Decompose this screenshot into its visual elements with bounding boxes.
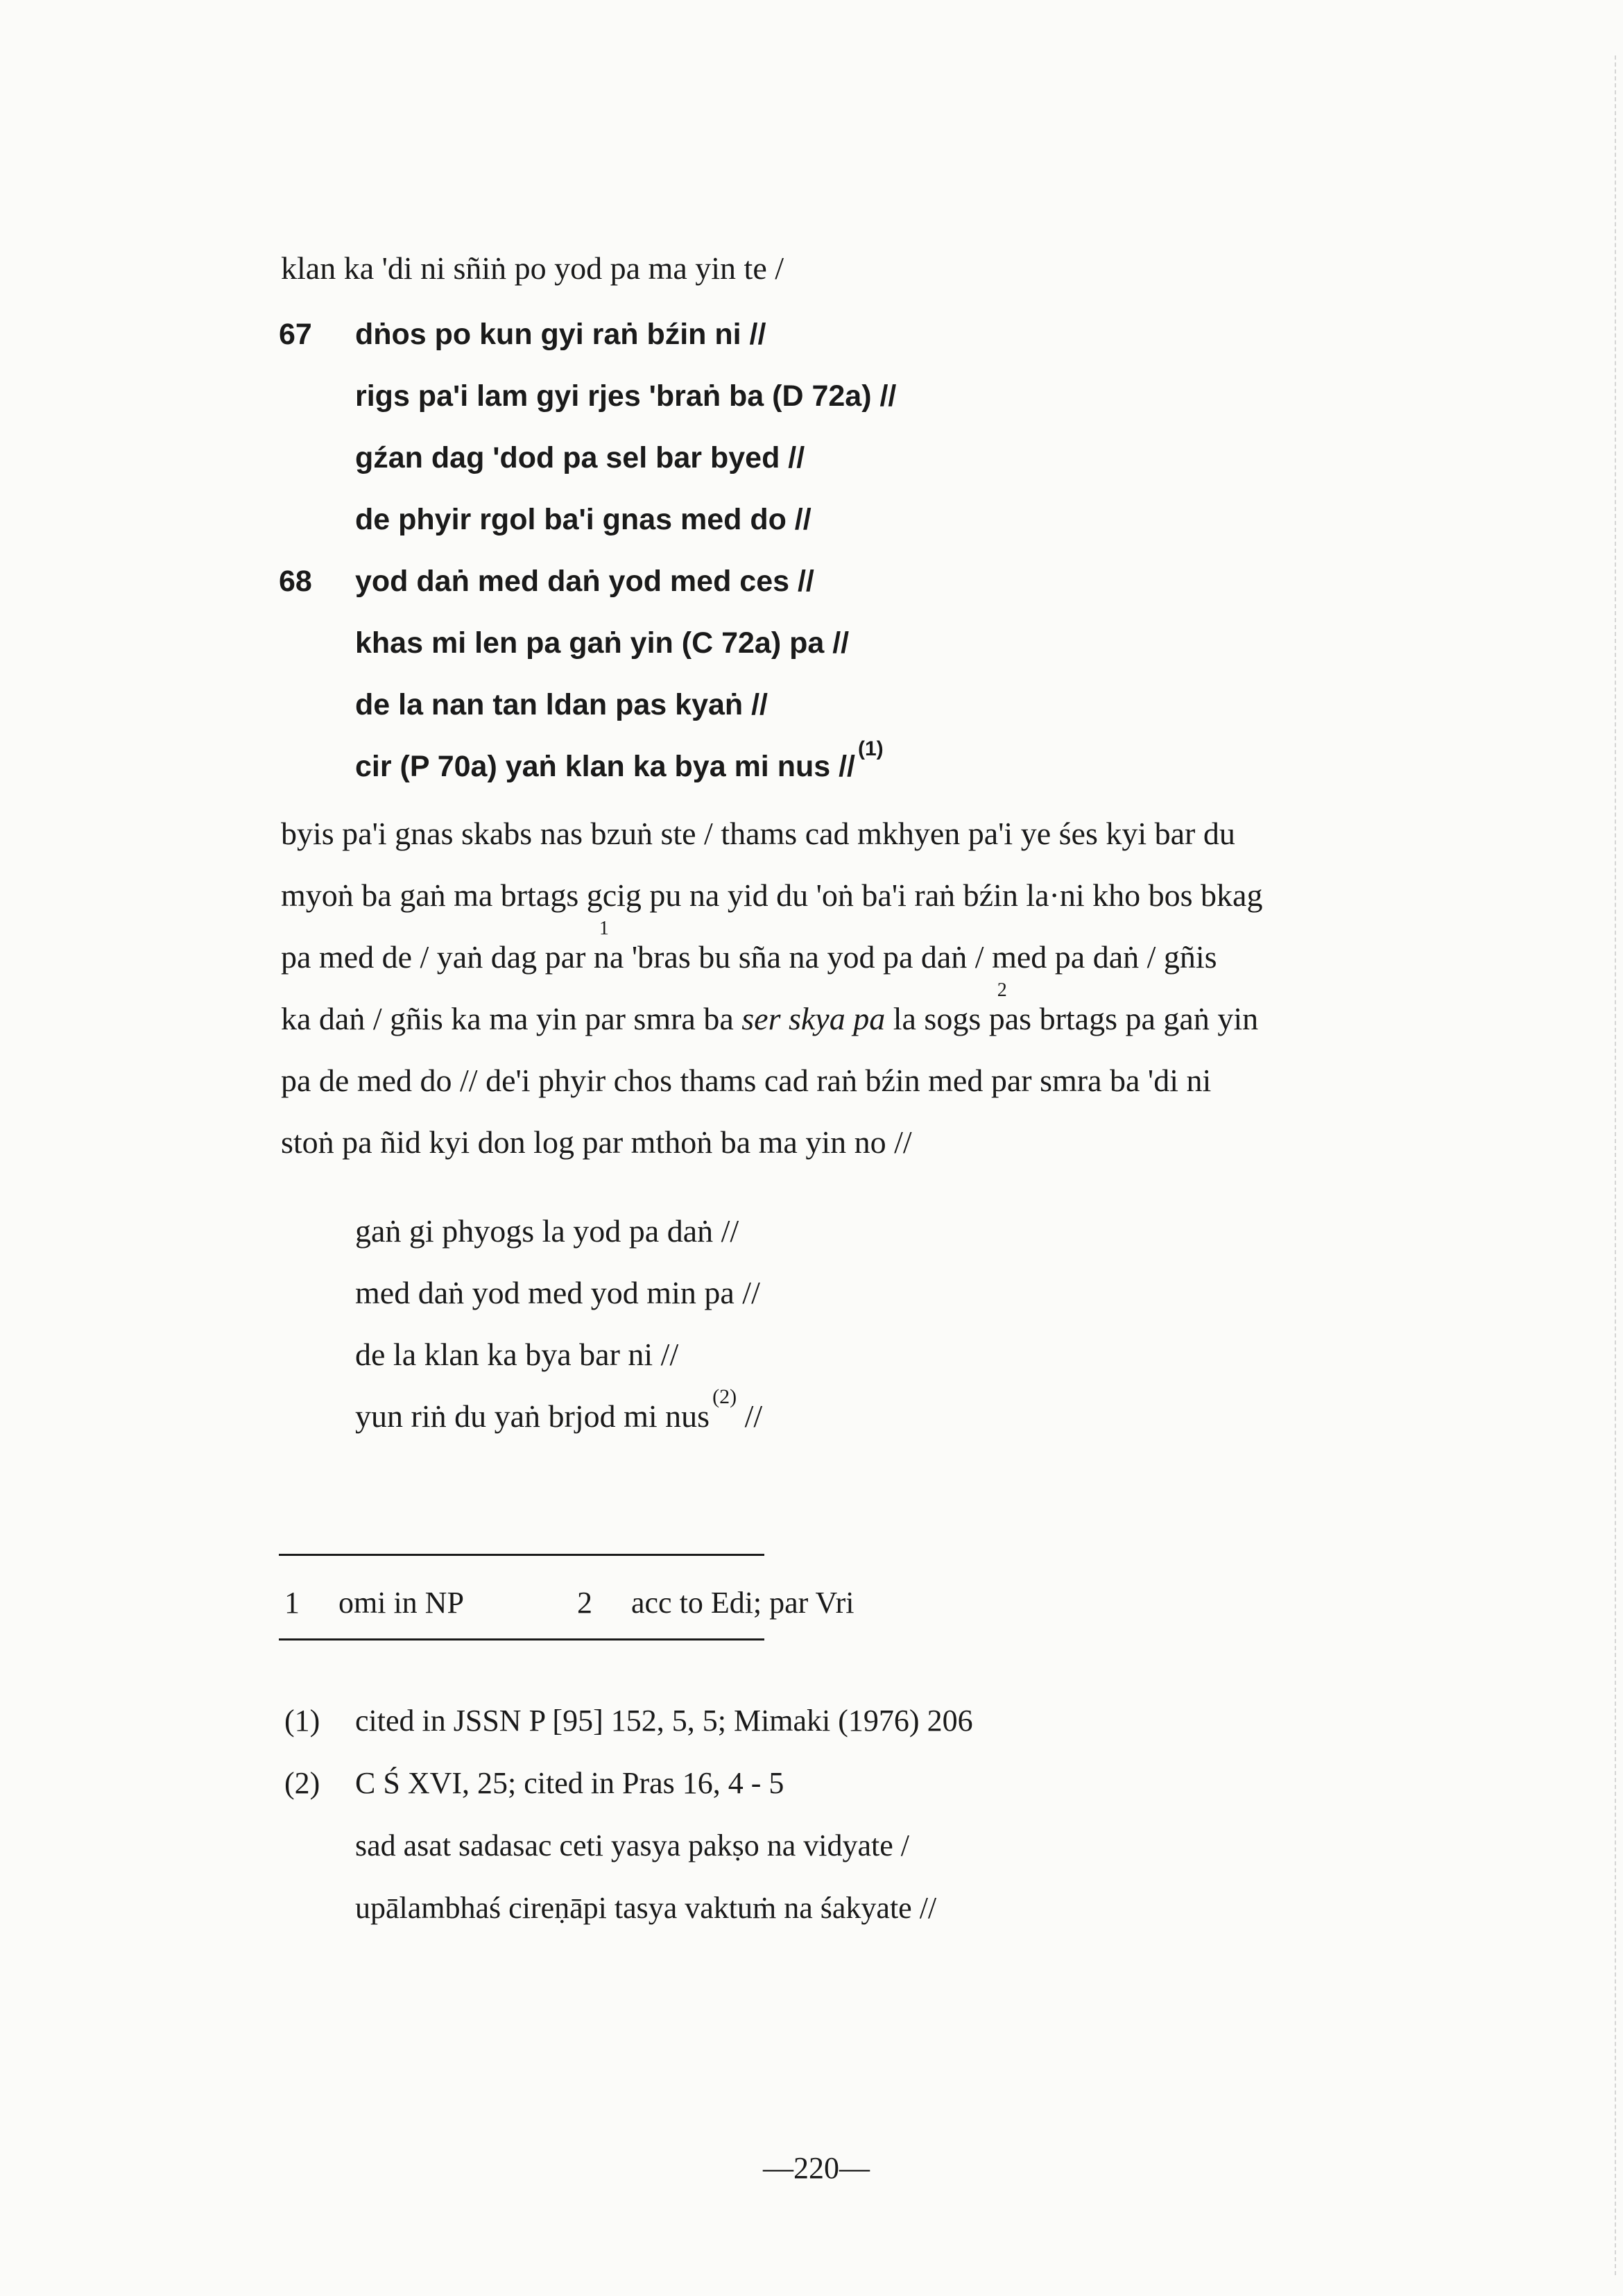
verse-number: 67 <box>279 318 312 351</box>
verse-number: 68 <box>279 565 312 598</box>
verse-line: gźan dag 'dod pa sel bar byed // <box>355 441 805 474</box>
italic-term: ser skya pa <box>741 1001 886 1036</box>
text-span: yun riṅ du yaṅ brjod mi nus <box>355 1398 710 1434</box>
apparatus-note: omi in NP <box>338 1586 464 1620</box>
footnote-reference: (1) <box>858 737 884 760</box>
commentary-line: pa de med do // de'i phyir chos thams cad raṅ bźin med par smra ba 'di ni <box>281 1063 1212 1098</box>
prose-line: klan ka 'di ni sñiṅ po yod pa ma yin te / <box>281 250 784 286</box>
text-span: 'bras bu sña na yod pa daṅ / med pa daṅ / gñis <box>624 939 1217 975</box>
text-span: na <box>593 939 624 975</box>
verse-line-text: cir (P 70a) yaṅ klan ka bya mi nus // <box>355 750 855 783</box>
apparatus-mark: 2 <box>997 979 1007 1001</box>
verse-line: dṅos po kun gyi raṅ bźin ni // <box>355 318 766 351</box>
sanskrit-line: sad asat sadasac ceti yasya pakṣo na vidyate / <box>355 1828 910 1862</box>
scan-edge <box>1615 55 1623 2275</box>
sanskrit-line: upālambhaś cireṇāpi tasya vaktuṁ na śakyate // <box>355 1891 937 1925</box>
verse-line: yod daṅ med daṅ yod med ces // <box>355 565 814 598</box>
footnote-text: cited in JSSN P [95] 152, 5, 5; Mimaki (1976) 206 <box>355 1704 973 1738</box>
apparatus-rule-top <box>279 1554 764 1556</box>
verse-line: de la nan tan ldan pas kyaṅ // <box>355 688 768 721</box>
quote-verse-line: med daṅ yod med yod min pa // <box>355 1275 760 1310</box>
commentary-line <box>281 979 1259 1037</box>
footnote-text: C Ś XVI, 25; cited in Pras 16, 4 - 5 <box>355 1766 784 1800</box>
quote-verse-line: de la klan ka bya bar ni // <box>355 1337 679 1372</box>
commentary-line: stoṅ pa ñid kyi don log par mthoṅ ba ma yin no // <box>281 1124 912 1160</box>
text-span: // <box>737 1398 763 1434</box>
apparatus-anchor <box>593 918 624 975</box>
apparatus-note: 2 <box>577 1586 592 1620</box>
apparatus-note: 1 <box>284 1586 300 1620</box>
commentary-line <box>281 918 1217 975</box>
text-span: brtags pa gaṅ yin <box>1031 1001 1259 1036</box>
verse-line: khas mi len pa gaṅ yin (C 72a) pa // <box>355 626 850 660</box>
text-span: la sogs <box>885 1001 989 1036</box>
page-number: —220— <box>763 2151 870 2185</box>
quote-verse-line: gaṅ gi phyogs la yod pa daṅ // <box>355 1213 739 1249</box>
verse-line <box>355 737 884 784</box>
apparatus-note: acc to Edi; par Vri <box>631 1586 855 1620</box>
text-span: ka daṅ / gñis ka ma yin par smra ba <box>281 1001 742 1036</box>
footnote-reference: (2) <box>712 1385 737 1408</box>
verse-line: rigs pa'i lam gyi rjes 'braṅ ba (D 72a) // <box>355 379 897 413</box>
footnote-label: (1) <box>284 1704 320 1738</box>
apparatus-anchor <box>988 979 1032 1037</box>
apparatus-rule-bottom <box>279 1638 764 1640</box>
commentary-line: byis pa'i gnas skabs nas bzuṅ ste / thams cad mkhyen pa'i ye śes kyi bar du <box>281 816 1235 851</box>
quote-verse-line <box>355 1385 763 1434</box>
verse-line: de phyir rgol ba'i gnas med do // <box>355 503 812 536</box>
text-span: pas <box>988 1001 1032 1036</box>
commentary-line: myoṅ ba gaṅ ma brtags gcig pu na yid du 'oṅ ba'i raṅ bźin la·ni kho bos bkag <box>281 877 1263 913</box>
apparatus-mark: 1 <box>599 918 609 939</box>
footnote-label: (2) <box>284 1766 320 1800</box>
text-span: pa med de / yaṅ dag par <box>281 939 586 975</box>
